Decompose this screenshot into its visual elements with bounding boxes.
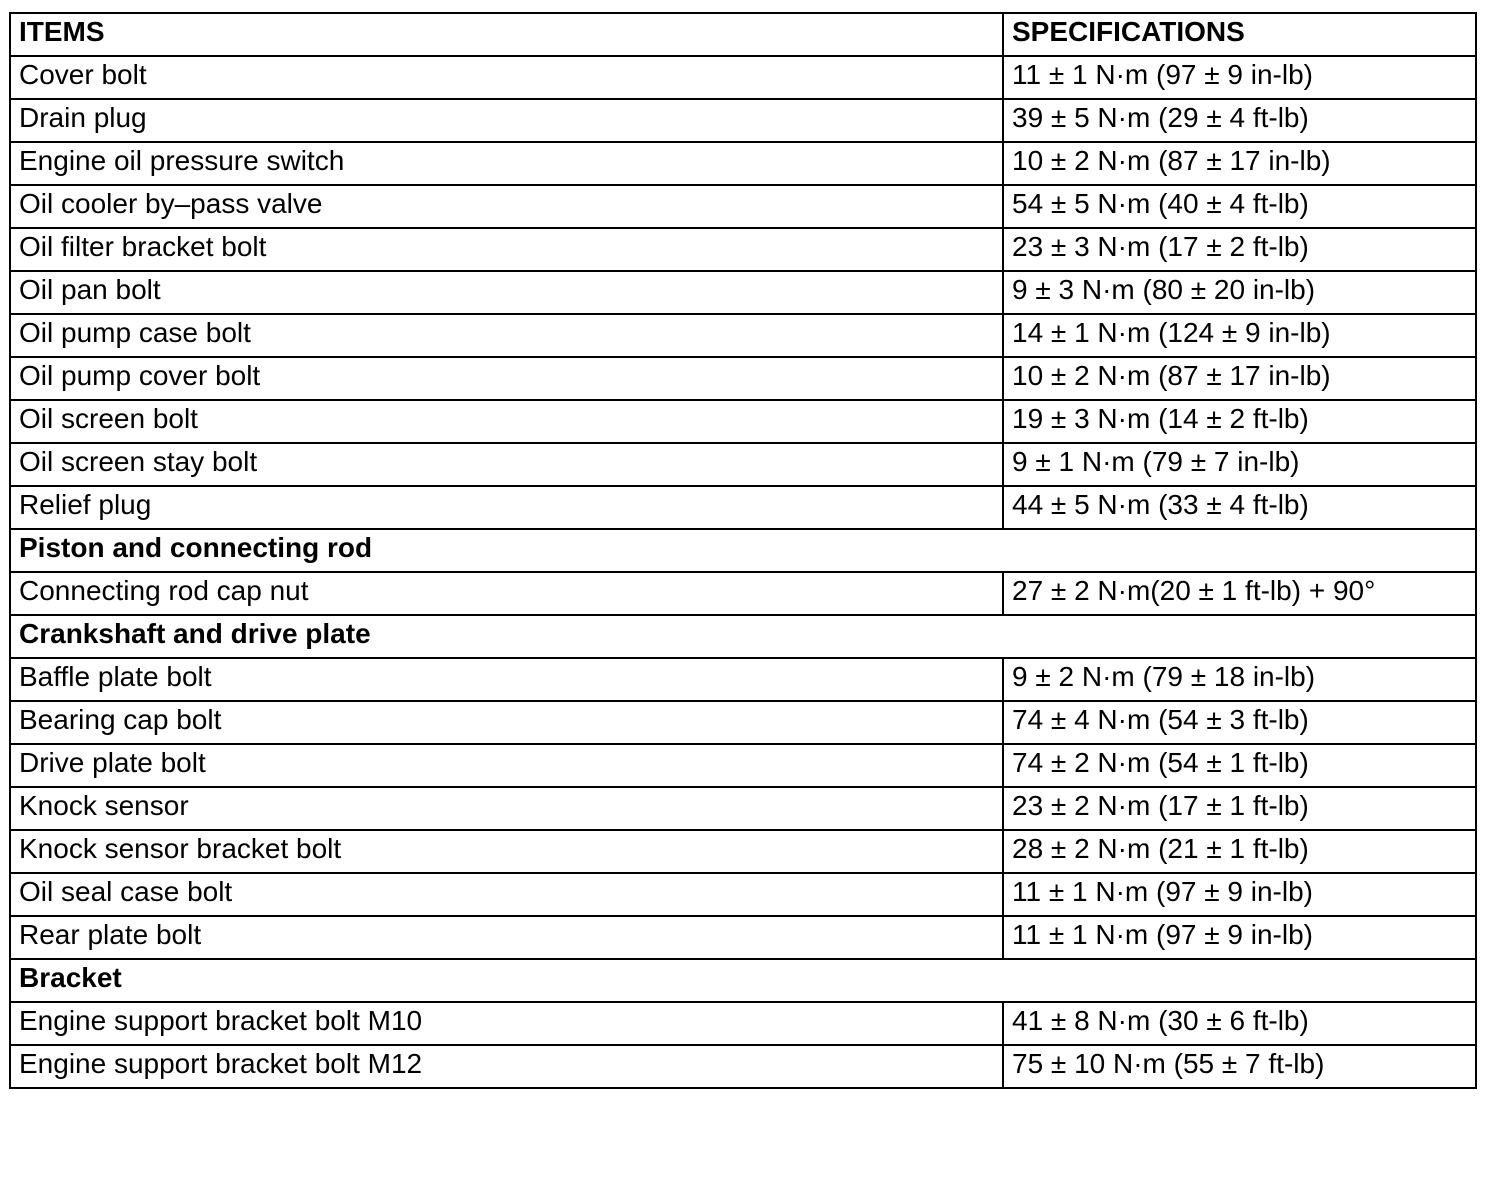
- table-row: [10, 314, 1476, 357]
- spec-cell: 11 ± 1 N·m (97 ± 9 in-lb): [1003, 56, 1476, 99]
- table-row: [10, 185, 1476, 228]
- spec-cell: 9 ± 1 N·m (79 ± 7 in-lb): [1003, 443, 1476, 486]
- table-row: [10, 1045, 1476, 1088]
- item-cell: Engine support bracket bolt M12: [10, 1045, 1003, 1088]
- table-row: [10, 400, 1476, 443]
- section-heading: Bracket: [10, 959, 1476, 1002]
- spec-cell: 19 ± 3 N·m (14 ± 2 ft-lb): [1003, 400, 1476, 443]
- spec-cell: 23 ± 2 N·m (17 ± 1 ft-lb): [1003, 787, 1476, 830]
- item-cell: Knock sensor bracket bolt: [10, 830, 1003, 873]
- spec-cell: 28 ± 2 N·m (21 ± 1 ft-lb): [1003, 830, 1476, 873]
- item-cell: Connecting rod cap nut: [10, 572, 1003, 615]
- item-cell: Drive plate bolt: [10, 744, 1003, 787]
- item-cell: Oil pump cover bolt: [10, 357, 1003, 400]
- table-row: [10, 572, 1476, 615]
- item-cell: Bearing cap bolt: [10, 701, 1003, 744]
- section-row: [10, 959, 1476, 1002]
- table-row: [10, 1002, 1476, 1045]
- item-cell: Knock sensor: [10, 787, 1003, 830]
- table-row: [10, 357, 1476, 400]
- table-row: [10, 658, 1476, 701]
- header-items: ITEMS: [10, 13, 1003, 56]
- table-row: [10, 830, 1476, 873]
- table-row: [10, 99, 1476, 142]
- item-cell: Rear plate bolt: [10, 916, 1003, 959]
- table-row: [10, 443, 1476, 486]
- item-cell: Engine oil pressure switch: [10, 142, 1003, 185]
- table-row: [10, 787, 1476, 830]
- section-row: [10, 615, 1476, 658]
- table-row: [10, 271, 1476, 314]
- header-specifications: SPECIFICATIONS: [1003, 13, 1476, 56]
- section-row: [10, 529, 1476, 572]
- spec-cell: 54 ± 5 N·m (40 ± 4 ft-lb): [1003, 185, 1476, 228]
- item-cell: Oil pump case bolt: [10, 314, 1003, 357]
- spec-cell: 27 ± 2 N·m(20 ± 1 ft-lb) + 90°: [1003, 572, 1476, 615]
- item-cell: Relief plug: [10, 486, 1003, 529]
- item-cell: Baffle plate bolt: [10, 658, 1003, 701]
- table-row: [10, 486, 1476, 529]
- section-heading: Crankshaft and drive plate: [10, 615, 1476, 658]
- spec-cell: 10 ± 2 N·m (87 ± 17 in-lb): [1003, 357, 1476, 400]
- item-cell: Drain plug: [10, 99, 1003, 142]
- spec-cell: 9 ± 3 N·m (80 ± 20 in-lb): [1003, 271, 1476, 314]
- section-heading: Piston and connecting rod: [10, 529, 1476, 572]
- table-row: [10, 744, 1476, 787]
- item-cell: Oil screen bolt: [10, 400, 1003, 443]
- spec-cell: 41 ± 8 N·m (30 ± 6 ft-lb): [1003, 1002, 1476, 1045]
- item-cell: Oil seal case bolt: [10, 873, 1003, 916]
- spec-cell: 39 ± 5 N·m (29 ± 4 ft-lb): [1003, 99, 1476, 142]
- table-body: [10, 56, 1476, 1088]
- table-row: [10, 873, 1476, 916]
- item-cell: Oil filter bracket bolt: [10, 228, 1003, 271]
- spec-cell: 9 ± 2 N·m (79 ± 18 in-lb): [1003, 658, 1476, 701]
- table-row: [10, 228, 1476, 271]
- item-cell: Oil screen stay bolt: [10, 443, 1003, 486]
- table-header-row: [10, 13, 1476, 56]
- table-row: [10, 701, 1476, 744]
- item-cell: Oil pan bolt: [10, 271, 1003, 314]
- item-cell: Cover bolt: [10, 56, 1003, 99]
- spec-cell: 74 ± 4 N·m (54 ± 3 ft-lb): [1003, 701, 1476, 744]
- spec-cell: 11 ± 1 N·m (97 ± 9 in-lb): [1003, 916, 1476, 959]
- spec-cell: 23 ± 3 N·m (17 ± 2 ft-lb): [1003, 228, 1476, 271]
- table-row: [10, 56, 1476, 99]
- spec-cell: 75 ± 10 N·m (55 ± 7 ft-lb): [1003, 1045, 1476, 1088]
- spec-cell: 14 ± 1 N·m (124 ± 9 in-lb): [1003, 314, 1476, 357]
- item-cell: Engine support bracket bolt M10: [10, 1002, 1003, 1045]
- torque-spec-table: [9, 12, 1477, 1089]
- spec-cell: 44 ± 5 N·m (33 ± 4 ft-lb): [1003, 486, 1476, 529]
- table-row: [10, 142, 1476, 185]
- spec-cell: 10 ± 2 N·m (87 ± 17 in-lb): [1003, 142, 1476, 185]
- spec-cell: 11 ± 1 N·m (97 ± 9 in-lb): [1003, 873, 1476, 916]
- spec-cell: 74 ± 2 N·m (54 ± 1 ft-lb): [1003, 744, 1476, 787]
- item-cell: Oil cooler by–pass valve: [10, 185, 1003, 228]
- table-row: [10, 916, 1476, 959]
